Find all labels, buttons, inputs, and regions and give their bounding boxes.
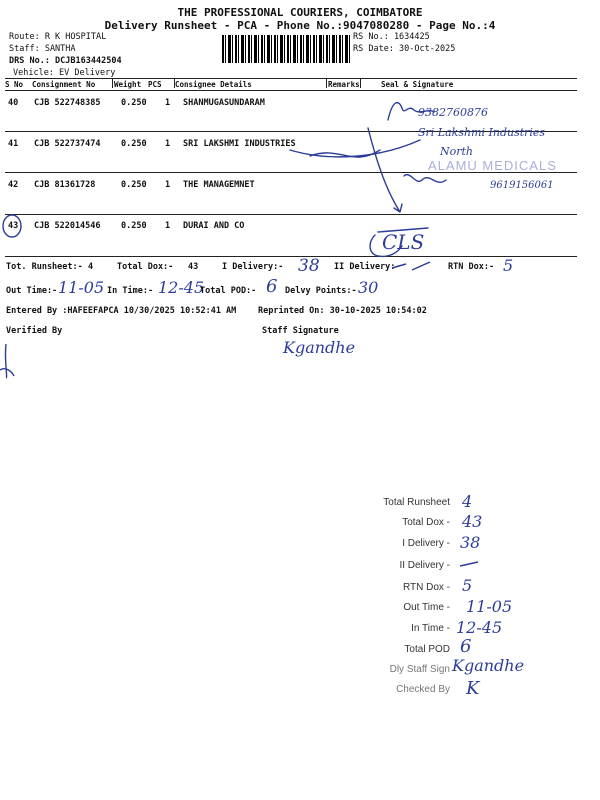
total-dox-label: Total Dox:-: [117, 262, 174, 272]
staff-label: Staff: SANTHA: [9, 44, 76, 54]
stamp-label-rtn: RTN Dox -: [402, 582, 450, 593]
row-42-pcs: 1: [165, 180, 171, 190]
row-41-consignee: SRI LAKSHMI INDUSTRIES: [183, 139, 296, 149]
total-dox-value: 43: [188, 262, 199, 272]
row-42-consignment: CJB 81361728: [34, 180, 96, 190]
row-43-weight: 0.250: [121, 221, 147, 231]
stamp-label-i-delivery: I Delivery -: [402, 538, 450, 549]
row-42-weight: 0.250: [121, 180, 147, 190]
stamp-value-dox: 43: [462, 512, 483, 531]
stamp-label-runsheet: Total Runsheet: [383, 497, 450, 508]
vehicle-label: Vehicle: EV Delivery: [13, 68, 116, 78]
stamp-value-rtn: 5: [462, 576, 473, 595]
rs-date: RS Date: 30-Oct-2025: [353, 44, 456, 54]
rs-number: RS No.: 1634425: [353, 32, 430, 42]
stamp-label-out-time: Out Time -: [403, 602, 450, 613]
handwritten-cls: CLS: [382, 230, 425, 254]
delivery-points-value: 30: [358, 278, 379, 297]
stamp-value-out-time: 11-05: [466, 597, 513, 616]
col-header-sno: S No: [5, 80, 24, 89]
stamp-value-runsheet: 4: [462, 492, 473, 511]
drs-number: DRS No.: DCJB163442504: [9, 56, 122, 66]
row-40-sno: 40: [8, 98, 19, 108]
row-40-weight: 0.250: [121, 98, 147, 108]
row-43-sno: 43: [8, 221, 19, 231]
handwritten-sri-lakshmi: Sri Lakshmi Industries: [418, 126, 546, 139]
row-41-weight: 0.250: [121, 139, 147, 149]
stamp-label-dox: Total Dox -: [402, 517, 450, 528]
entered-by: Entered By :HAFEEFAPCA 10/30/2025 10:52:41 AM: [6, 306, 237, 316]
route-label: Route: R K HOSPITAL: [9, 32, 107, 42]
staff-signature-handwritten: Kgandhe: [283, 338, 356, 357]
total-runsheet-label: Tot. Runsheet:-: [6, 262, 83, 272]
row-41-sno: 41: [8, 139, 19, 149]
out-time-value: 11-05: [58, 278, 105, 297]
row-43-consignment: CJB 522014546: [34, 221, 101, 231]
in-time-label: In Time:-: [107, 286, 154, 296]
row-41-pcs: 1: [165, 139, 171, 149]
handwritten-north: North: [440, 145, 474, 158]
stamp-value-pod: 6: [460, 636, 472, 657]
row-42-sno: 42: [8, 180, 19, 190]
delivery-points-label: Delvy Points:-: [285, 286, 357, 296]
stamp-label-checked-by: Checked By: [396, 684, 450, 695]
row-40-consignment: CJB 522748385: [34, 98, 101, 108]
reprinted-on: Reprinted On: 30-10-2025 10:54:02: [258, 306, 427, 316]
out-time-label: Out Time:-: [6, 286, 58, 296]
i-delivery-value: 38: [298, 256, 320, 276]
col-header-weight: Weight: [114, 80, 142, 89]
col-header-consignment: Consignment No: [32, 80, 96, 89]
col-header-signature: Seal & Signature: [381, 80, 454, 89]
page-title: Delivery Runsheet - PCA - Phone No.:9047080280 - Page No.:4: [104, 19, 496, 32]
col-header-remarks: Remarks: [328, 80, 360, 89]
total-pod-label: Total POD:-: [200, 286, 257, 296]
stamp-label-pod: Total POD: [404, 644, 450, 655]
row-42-consignee: THE MANAGEMNET: [183, 180, 255, 190]
faint-stamp-alamu: ALAMU MEDICALS: [428, 158, 557, 173]
verified-by-label: Verified By: [6, 326, 63, 336]
handwritten-phone-1: 9382760876: [418, 106, 488, 119]
i-delivery-label: I Delivery:-: [222, 262, 284, 272]
total-pod-value: 6: [266, 276, 278, 297]
row-41-consignment: CJB 522737474: [34, 139, 101, 149]
in-time-value: 12-45: [158, 278, 205, 297]
stamp-label-ii-delivery: II Delivery -: [399, 560, 450, 571]
ii-delivery-label: II Delivery:-: [334, 262, 401, 272]
stamp-value-staff-sign: Kgandhe: [452, 656, 525, 675]
row-43-pcs: 1: [165, 221, 171, 231]
stamp-value-i-delivery: 38: [460, 533, 481, 552]
rtn-dox-label: RTN Dox:-: [448, 262, 495, 272]
total-runsheet-value: 4: [88, 262, 94, 272]
row-40-consignee: SHANMUGASUNDARAM: [183, 98, 265, 108]
rtn-dox-value: 5: [503, 256, 514, 275]
handwritten-phone-2: 9619156061: [490, 180, 554, 191]
row-40-pcs: 1: [165, 98, 171, 108]
staff-signature-label: Staff Signature: [262, 326, 339, 336]
stamp-label-in-time: In Time -: [411, 623, 450, 634]
stamp-value-checked-by: K: [466, 678, 480, 699]
company-name: THE PROFESSIONAL COURIERS, COIMBATORE: [177, 6, 423, 19]
stamp-label-staff-sign: Dly Staff Sign: [389, 664, 450, 675]
col-header-pcs: PCS: [148, 80, 162, 89]
col-header-consignee: Consignee Details: [175, 80, 252, 89]
stamp-value-in-time: 12-45: [456, 618, 503, 637]
row-43-consignee: DURAI AND CO: [183, 221, 245, 231]
